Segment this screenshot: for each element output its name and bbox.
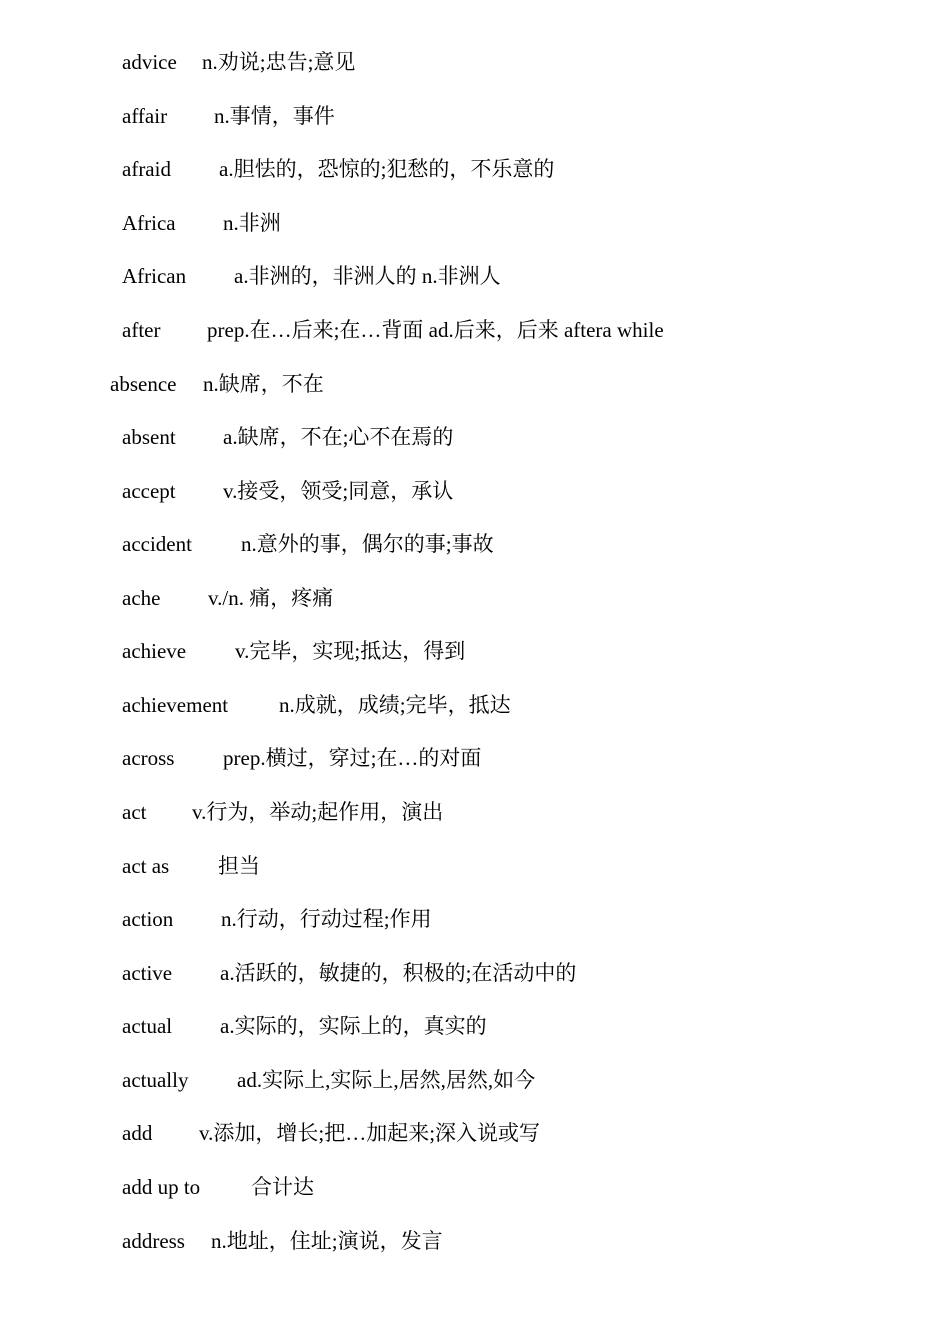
entry-word: accident: [122, 532, 192, 556]
vocab-entry-actual: [122, 1011, 487, 1041]
vocab-entry-add: [122, 1118, 540, 1148]
entry-definition: v.接受，领受;同意，承认: [223, 479, 454, 503]
entry-word: across: [122, 746, 175, 770]
entry-definition: ad.实际上,实际上,居然,居然,如今: [237, 1068, 536, 1092]
entry-definition: n.成就，成绩;完毕，抵达: [279, 693, 511, 717]
entry-definition: a.非洲的，非洲人的 n.非洲人: [234, 264, 501, 288]
entry-definition: a.胆怯的，恐惊的;犯愁的，不乐意的: [219, 157, 555, 181]
vocab-entry-achievement: [122, 690, 511, 720]
entry-word: act: [122, 800, 147, 824]
entry-definition: a.实际的，实际上的，真实的: [220, 1014, 487, 1038]
entry-word: add: [122, 1121, 153, 1145]
entry-word: achievement: [122, 693, 229, 717]
vocab-entry-advice: [122, 47, 355, 77]
entry-word: accept: [122, 479, 176, 503]
vocab-entry-african: [122, 261, 501, 291]
entry-definition: 合计达: [251, 1175, 314, 1199]
vocab-entry-achieve: [122, 636, 465, 666]
vocab-entry-affair: [122, 101, 335, 131]
vocab-entry-afraid: [122, 154, 554, 184]
entry-word: active: [122, 961, 173, 985]
vocab-entry-address: [122, 1226, 443, 1256]
entry-word: after: [122, 318, 161, 342]
vocab-entry-absence: [110, 369, 324, 399]
entry-definition: n.劝说;忠告;意见: [202, 50, 356, 74]
entry-definition: v./n. 痛，疼痛: [208, 586, 334, 610]
vocab-entry-ache: [122, 583, 333, 613]
entry-word: ache: [122, 586, 161, 610]
entry-definition: v.添加，增长;把…加起来;深入说或写: [199, 1121, 541, 1145]
vocab-entry-act-as: [122, 851, 260, 881]
entry-word: affair: [122, 104, 168, 128]
entry-word: African: [122, 264, 187, 288]
vocab-entry-accept: [122, 476, 453, 506]
entry-definition: n.地址，住址;演说，发言: [211, 1229, 443, 1253]
entry-definition: n.事情，事件: [214, 104, 335, 128]
vocab-entry-actually: [122, 1065, 535, 1095]
entry-definition: n.意外的事，偶尔的事;事故: [241, 532, 494, 556]
entry-definition: n.缺席，不在: [203, 372, 324, 396]
entry-word: absent: [122, 425, 176, 449]
entry-word: actual: [122, 1014, 173, 1038]
vocab-entry-active: [122, 958, 576, 988]
entry-word: action: [122, 907, 174, 931]
entry-word: address: [122, 1229, 185, 1253]
vocab-entry-act: [122, 797, 443, 827]
vocab-entry-across: [122, 743, 481, 773]
entry-word: Africa: [122, 211, 176, 235]
vocab-entry-accident: [122, 529, 494, 559]
entry-word: actually: [122, 1068, 189, 1092]
entry-definition: prep.横过，穿过;在…的对面: [223, 746, 482, 770]
vocab-entry-action: [122, 904, 432, 934]
entry-word: advice: [122, 50, 177, 74]
vocab-entry-absent: [122, 422, 453, 452]
entry-definition: n.行动，行动过程;作用: [221, 907, 432, 931]
vocab-entry-add-up-to: [122, 1172, 314, 1202]
vocab-entry-after: [122, 315, 664, 345]
entry-word: afraid: [122, 157, 171, 181]
entry-definition: prep.在…后来;在…背面 ad.后来，后来 aftera while: [207, 318, 664, 342]
vocab-entry-africa: [122, 208, 281, 238]
entry-definition: a.缺席，不在;心不在焉的: [223, 425, 454, 449]
entry-definition: v.行为，举动;起作用，演出: [192, 800, 444, 824]
entry-definition: 担当: [218, 854, 260, 878]
entry-word: absence: [110, 372, 177, 396]
entry-definition: a.活跃的，敏捷的，积极的;在活动中的: [220, 961, 577, 985]
entry-word: add up to: [122, 1175, 201, 1199]
entry-word: act as: [122, 854, 170, 878]
entry-definition: v.完毕，实现;抵达，得到: [235, 639, 466, 663]
entry-word: achieve: [122, 639, 187, 663]
entry-definition: n.非洲: [223, 211, 281, 235]
